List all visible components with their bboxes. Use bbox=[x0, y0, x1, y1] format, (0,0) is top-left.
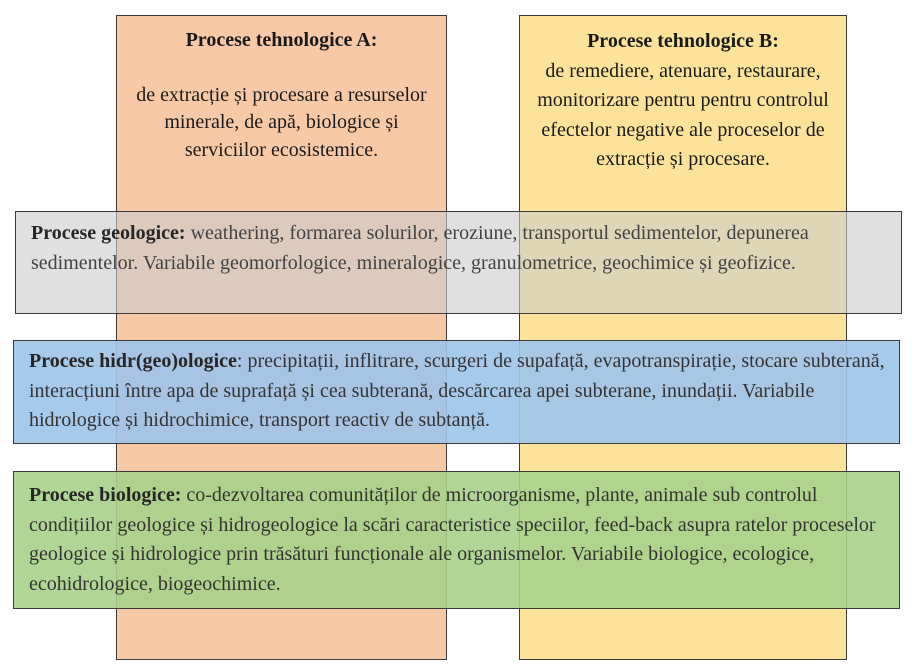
band-geological-body: weathering, formarea solurilor, eroziune, transportul sedimentelor, depunerea sedimentelor. Variabile geomorfologice, mineralogice, granulometrice, geochimice și geofizice. bbox=[31, 222, 809, 274]
column-a-body: de extracție și procesare a resurselor minerale, de apă, biologice și serviciilor ecosistemice. bbox=[136, 83, 427, 161]
column-b-title: Procese tehnologice B: bbox=[587, 30, 779, 52]
band-biological-processes bbox=[13, 471, 900, 609]
band-biological-title: Procese biologice: bbox=[29, 484, 182, 506]
band-hydrological-body: : precipitații, inflitrare, scurgeri de supafață, evapotranspirație, stocare subterană, interacțiuni între apa de suprafață și cea subterană, descărcarea apei subterane, inundații. Variabile hidrologice și hidrochimice, transport reactiv de subtanță. bbox=[29, 350, 885, 431]
band-biological-body: co-dezvoltarea comunităților de microorganisme, plante, animale sub controlul condițiilor geologice și hidrogeologice la scări caracteristice speciilor, feed-back asupra ratelor proceselor geologice și hidrologice prin trăsături funcționale ale organismelor. Variabile biologice, ecologice, ecohidrologice, biogeochimice. bbox=[29, 484, 876, 595]
column-a-text bbox=[117, 27, 446, 164]
column-b-body: de remediere, atenuare, restaurare, monitorizare pentru pentru controlul efectelor negative ale proceselor de extracție și procesare. bbox=[537, 59, 829, 170]
column-a-title: Procese tehnologice A: bbox=[185, 29, 378, 51]
band-hydrological-processes bbox=[13, 340, 900, 444]
band-geological-title: Procese geologice: bbox=[31, 222, 186, 244]
band-hydrological-title: Procese hidr(geo)ologice bbox=[29, 350, 237, 372]
band-geological-processes bbox=[15, 211, 902, 314]
column-b-text bbox=[520, 27, 846, 175]
